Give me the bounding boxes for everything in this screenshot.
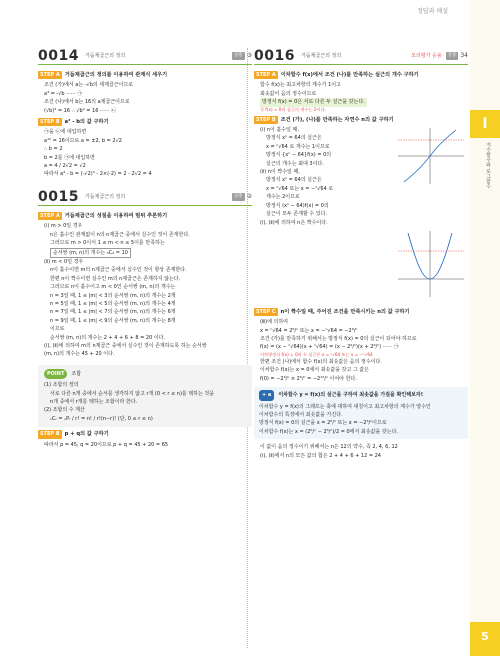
point-line: n개 중에서 r개를 택하는 조합이라 한다. [50,399,138,405]
solution-line: (ⅰ), (ⅱ)에 의하여 n은 짝수이다. [260,219,328,226]
solution-line: (ⅲ)에 의하여 [260,319,288,326]
solution-note: 즉 f(x) = 0의 실근의 개수는 2이다. [260,106,326,112]
solution-line: (ⅰ), (ⅱ)에 의하여 m의 n제곱근 중에서 실수인 것이 존재하도록 하는 순서쌍 [44,342,207,349]
graphs [394,126,468,305]
difficulty-badge: 상중 [446,52,459,60]
tip-line: 이차함수의 특징에서 최솟값을 가진다. [259,411,343,418]
step-tag: STEP B [40,119,60,126]
graph-odd-power [394,126,466,226]
problem-0015 [38,189,252,449]
step-title: 조건 (가), (나)를 만족하는 자연수 n의 값 구하기 [280,116,394,123]
answer-number: ③ [246,51,252,59]
solution-line: 이차함수 f(x)는 x = 0에서 최솟값을 갖고 그 값은 [260,367,369,374]
solution-line: b = 2를 ㉠에 대입하면 [44,154,95,161]
solution-line: 조건 (가)에서 a는 -√b의 세제곱근이므로 [44,82,134,89]
step-title: n이 짝수일 때, 주어진 조건을 만족시키는 n의 값 구하기 [280,308,410,315]
step-tag: STEP B [256,116,276,123]
solution-line: 따라서 p = 45, q = 20이므로 p + q = 45 + 20 = 65 [44,441,169,448]
solution-line: 실근이 모두 존재할 수 있다. [266,211,328,218]
header-title: 정답과 해설 [417,8,448,15]
point-line: (2) 조합의 수 계산 [44,407,85,414]
difficulty-badge: 상중 [232,52,245,60]
point-line: 서로 다른 n개 중에서 순서를 생각하지 않고 r개 (0 < r ≤ n)를 택하는 것을 [50,390,215,397]
step-tag: STEP A [40,72,60,78]
step-a [38,212,252,220]
solution-line: 그러므로 n이 홀수이고 m < 0인 순서쌍 (m, n)의 개수는 [50,284,176,291]
highlight-box: 방정식 f(x) = 0은 서로 다른 두 실근을 갖는다. [262,99,365,106]
solution-line [254,98,468,106]
difficulty-badge: 상중 [232,193,245,201]
chapter-sidebar [470,0,500,656]
step-tag: STEP C [256,308,276,315]
solution-line: 조건 (나)에서 b는 16의 a제곱근이므로 [44,99,130,106]
solution-line: x = ⁿ√64 로 개수는 1이므로 [266,143,330,150]
tip-header [259,390,463,400]
step-b [38,430,252,438]
step-b-text [254,126,394,305]
problem-number: 0015 [38,188,79,205]
chapter-number: I [470,110,500,138]
problem-0016 [254,48,468,460]
step-a [38,71,252,79]
answer-number: 34 [460,51,468,59]
solution-line: x = ⁿ√64 또는 x = −ⁿ√64 로 [266,185,334,192]
chapter-name: 지수함수와 로그함수 [485,142,491,189]
point-line: (1) 조합의 정의 [44,382,79,389]
step-b-body [254,126,468,305]
problem-topic: 거듭제곱근의 정의 [84,52,126,59]
solution-line: a¹² = 16이므로 a = ±2, b = 2√2 [44,137,122,144]
point-header [44,369,246,379]
tip-title: 이차함수 y = f(x)의 실근을 구하여 최솟값을 가질을 확인해보자! [278,392,424,399]
left-column [38,48,252,449]
solution-line: n이 홀수이면 m의 n제곱근 중에서 실수인 것이 항상 존재한다. [50,267,187,274]
solution-line: 그러므로 m > 0이서 1 ≤ m < n ≤ 5이를 만족하는 [50,240,165,247]
solution-line: (ⅰ) n이 홀수일 때, [260,127,299,134]
solution-line: 한편 n이 짝수이면 실수인 m의 n제곱근은 존재하지 않는다. [50,275,181,282]
graph-even-power [394,229,466,301]
solution-line: 순서쌍 (m, n)의 개수는 2 + 4 + 6 + 8 = 20 이다. [50,334,166,341]
solution-line: n = 9일 때, 1 ≤ |m| < 9의 순서쌍 (m, n)의 개수는 8개 [50,317,176,324]
solution-line: x = ⁿ√64 = 2⁶/ⁿ 또는 x = −ⁿ√64 = −2⁶/ⁿ [260,327,358,334]
point-title: 조합 [71,370,82,377]
solution-line: (ⅱ) n이 짝수일 때, [260,169,300,176]
problem-topic: 거듭제곱근의 정의 [300,52,342,59]
solution-line: n은 홀수인 관계없이 n의 n제곱근 중에서 실수인 것이 존재한다. [50,231,190,238]
step-tag: STEP A [40,212,60,219]
problem-0014 [38,48,252,179]
solution-line: (ⅰ) m > 0일 경우 [44,223,83,230]
page-number: 5 [470,622,500,656]
solution-line: 이므로 [50,326,65,333]
solution-line: 방정식 xⁿ = 64의 실근은 [266,177,322,184]
solution-line: a = 4 / 2√2 = √2 [44,163,86,170]
solution-line: n = 7일 때, 1 ≤ |m| < 7의 순서쌍 (m, n)의 개수는 6개 [50,309,176,316]
solution-line: 따라서 a³ - b = (-√2)³ - 2×(-2) = 2 - 2√2 = 4 [44,171,152,178]
sidebar-band [470,0,500,656]
point-box [38,365,252,427]
solution-line: f(x) = (x − ⁿ√64)(x + ⁿ√64) = (x − 2⁶/ⁿ)(x + 2⁶/ⁿ) ······ ㉠ [260,344,399,351]
solution-line: n = 5일 때, 1 ≤ |m| < 5의 순서쌍 (m, n)의 개수는 4개 [50,300,176,307]
tip-line: 이차함수 f(x)는 x = (2⁶/ⁿ − 2⁶/ⁿ)/2 = 0에서 최솟값을 갖는다. [259,428,398,435]
solution-line: a³ = -√b ······ ㉠ [44,90,83,97]
solution-line [38,248,252,258]
answer-box: 순서쌍 (m, n)의 개수는 ₅C₂ = 10 [50,248,131,258]
solution-line: 방정식 {xⁿ − 64}f(x) = 0의 [266,152,332,159]
step-tag: STEP B [40,431,60,438]
solution-line: (ⅱ) m < 0일 경우 [44,258,84,265]
problem-topic: 거듭제곱근의 정의 [84,193,126,200]
step-c [254,308,468,316]
solution-line: 조건 (가)를 만족하기 위해서는 방정식 f(x) = 0의 실근이 되어야 하므로 [260,336,417,343]
step-tag: STEP A [256,72,276,78]
solution-line: 이 값이 음의 정수이기 위해서는 n은 12의 약수, 즉 2, 4, 6, 12 [260,444,398,451]
right-column [254,48,468,460]
solution-line: 실근의 개수는 최대 3이다. [266,160,324,167]
solution-line: 최솟값이 음의 정수이므로 [260,90,317,97]
solution-line: ㉠을 ㉡에 대입하면 [44,129,87,136]
solution-line: 방정식 xⁿ = 64의 실근은 [266,135,322,142]
solution-line: n = 3일 때, 1 ≤ |m| < 3의 순서쌍 (m, n)의 개수는 2개 [50,292,176,299]
step-b [254,116,468,124]
solution-line: f(0) = −2⁶/ⁿ × 2⁶/ⁿ = −2¹²/ⁿ 이어야 한다. [260,375,357,382]
answer-number: ② [246,192,252,200]
problem-header [38,189,252,206]
point-label: POINT [44,369,67,379]
step-a [254,71,468,79]
solution-line: 함수 f(x)는 최고차항의 계수가 1이고 [260,82,341,89]
solution-line: 한편 조건 (나)에서 함수 f(x)의 최솟값은 음의 정수이다. [260,358,382,365]
solution-line: (√b)⁴ = 16 ∴ √b⁴ = 16 ······ ㉡ [44,107,117,114]
step-title: a³ - b의 값 구하기 [64,119,109,126]
step-title: 거듭제곱근의 성질을 이용하여 범위 추론하기 [64,212,168,219]
tip-box [254,387,468,439]
problem-number: 0014 [38,47,79,64]
solution-line: 방정식 (xⁿ − 64)f(x) = 0의 [266,202,329,209]
point-line: ₙCᵣ = ₙPᵣ / r! = n! / r!(n−r)! (단, 0 ≤ r ≤ n) [50,415,153,422]
problem-header [38,48,252,65]
solution-line: 개수는 2이므로 [266,194,300,201]
tip-line: 이차함수 y = f(x)의 그래프는 축에 대하여 대칭이고 최고차항의 계수가 양수인 [259,403,431,410]
step-title: 거듭제곱근의 정의를 이용하여 관계식 세우기 [64,72,168,78]
solution-line: (ⅰ), (ⅱ)에서 n의 모든 값의 합은 2 + 4 + 6 + 12 = 24 [260,452,381,459]
step-b [38,118,252,126]
problem-header [254,48,468,65]
step-title: p + q의 값 구하기 [64,431,109,438]
solution-note: 이차방정식 f(x) = 0의 두 실근은 x = ⁿ√64 또는 x = −ⁿ√64 [260,351,373,357]
tip-line: 방정식 f(x) = 0의 실근을 x = 2⁶/ⁿ 또는 x = −2⁶/ⁿ이므로 [259,420,387,427]
step-title: 이차함수 f(x)에서 조건 (나)를 만족하는 실근의 개수 구하기 [280,72,419,78]
solution-line: ∴ b = 2 [44,146,63,153]
solution-line: (m, n)의 개수는 45 + 20 이다. [44,351,115,358]
problem-source: 모의평가 응용 [411,52,442,59]
tip-label: + a [259,390,274,400]
problem-number: 0016 [254,47,295,64]
